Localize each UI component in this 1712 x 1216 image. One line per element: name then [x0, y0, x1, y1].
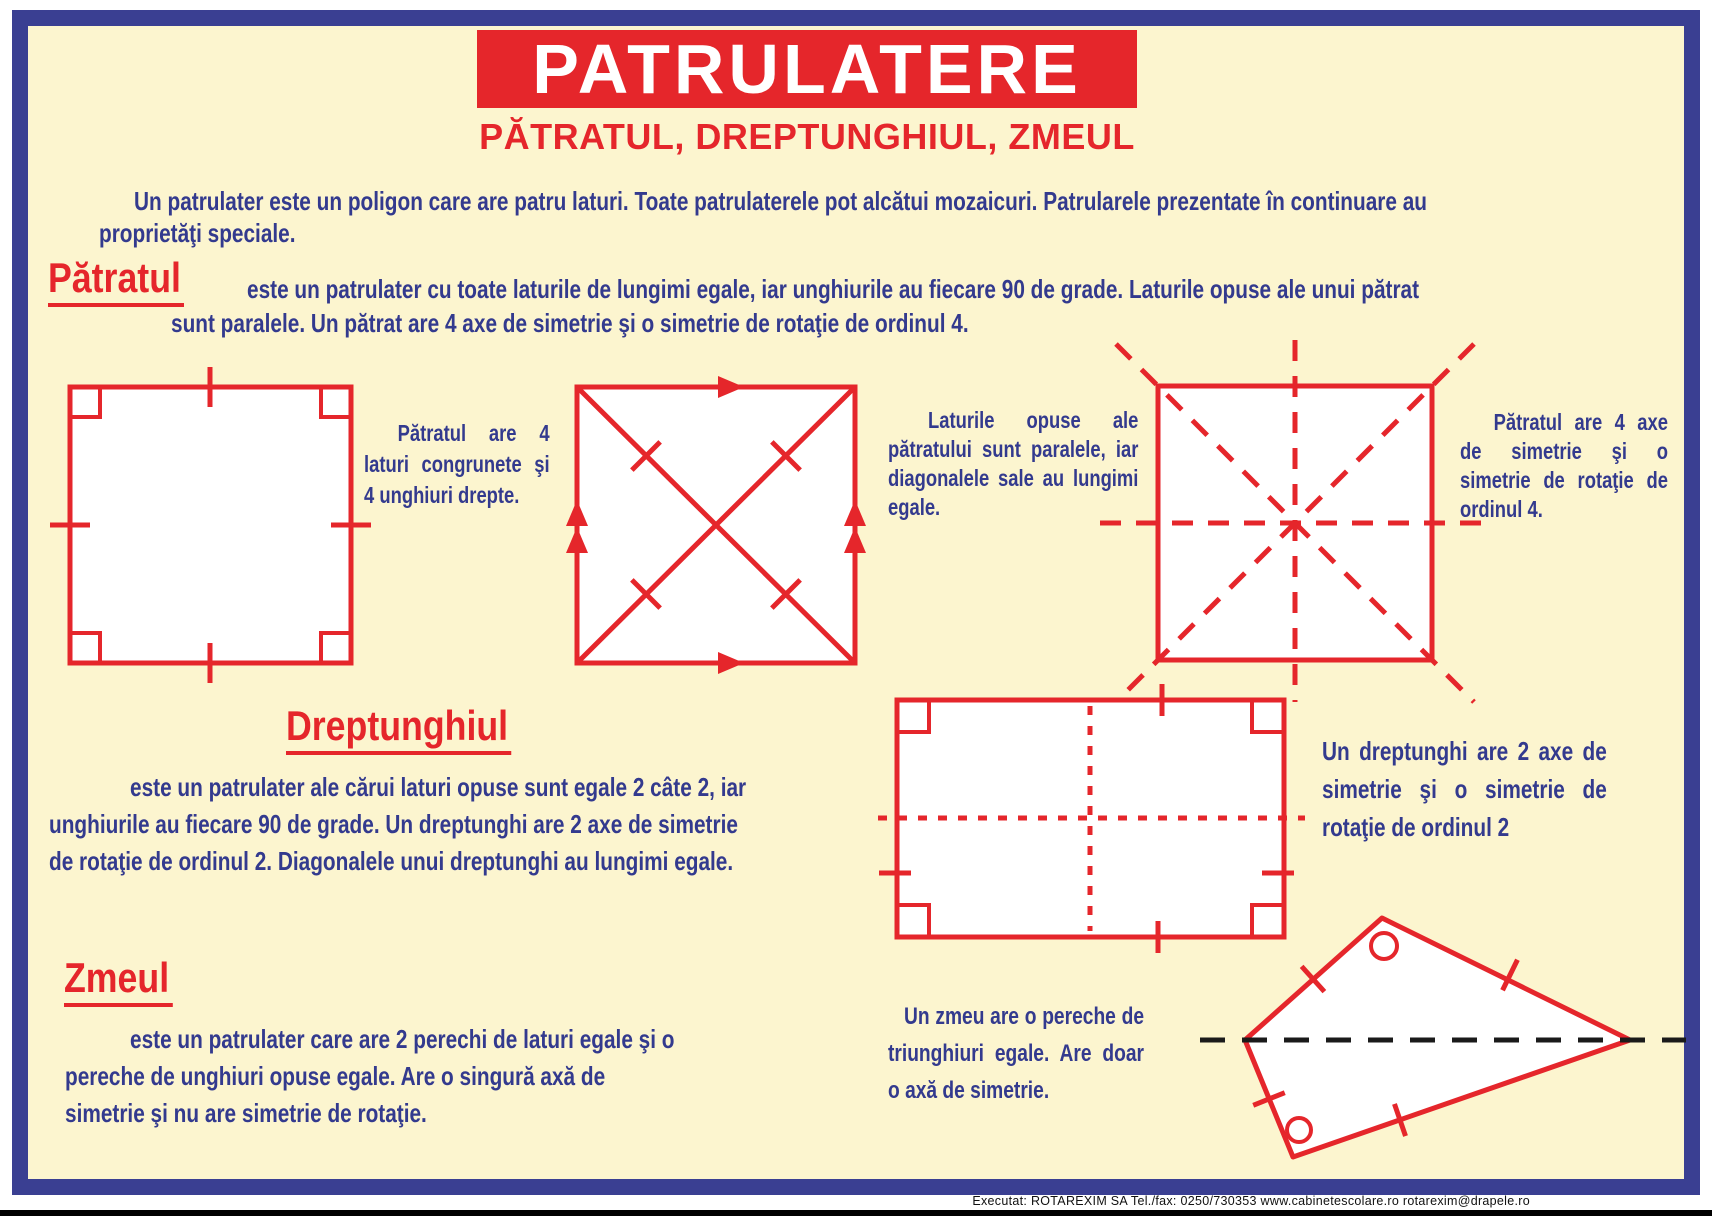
intro-line-2: proprietăţi speciale.: [99, 218, 296, 248]
square-symmetry-caption: Pătratul are 4 axe de simetrie şi o simetrie de rotaţie de ordinul 4.: [1460, 409, 1668, 522]
square-sides-figure: [50, 367, 371, 683]
square-diagonals-figure: [566, 376, 866, 674]
kite-figure: [1200, 918, 1686, 1157]
dreptunghiul-line-1: este un patrulater ale cărui laturi opuse sunt egale 2 câte 2, iar: [130, 772, 747, 802]
square-symmetry-figure: [1100, 340, 1490, 702]
poster-subtitle: PĂTRATUL, DREPTUNGHIUL, ZMEUL: [479, 116, 1135, 157]
dreptunghiul-line-2: unghiurile au fiecare 90 de grade. Un dreptunghi are 2 axe de simetrie: [49, 809, 738, 839]
bottom-edge-strip: [0, 1210, 1712, 1216]
dreptunghiul-line-3: de rotaţie de ordinul 2. Diagonalele unui dreptunghi au lungimi egale.: [49, 846, 734, 876]
zmeul-line-3: simetrie şi nu are simetrie de rotaţie.: [65, 1098, 427, 1128]
intro-line-1: Un patrulater este un poligon care are patru laturi. Toate patrulaterele pot alcătui mozaicuri. Patrularele prezentate în continuare au: [134, 186, 1427, 216]
zmeul-line-2: pereche de unghiuri opuse egale. Are o singură axă de: [65, 1061, 606, 1091]
dreptunghiul-heading: Dreptunghiul: [286, 702, 512, 755]
patratul-line-2: sunt paralele. Un pătrat are 4 axe de simetrie şi o simetrie de rotaţie de ordinul 4.: [171, 308, 969, 338]
square-sides-caption: Pătratul are 4 laturi congrunete şi 4 unghiuri drepte.: [364, 420, 550, 508]
patratul-line-1: este un patrulater cu toate laturile de lungimi egale, iar unghiurile au fiecare 90 de grade. Laturile opuse ale unui pătrat: [247, 274, 1420, 304]
rectangle-figure: [878, 684, 1305, 953]
patratul-heading: Pătratul: [48, 254, 184, 307]
footer-credits: Executat: ROTAREXIM SA Tel./fax: 0250/730353 www.cabinetescolare.ro rotarexim@drapele.ro: [972, 1194, 1530, 1208]
rectangle-caption: Un dreptunghi are 2 axe de simetrie şi o simetrie de rotaţie de ordinul 2: [1322, 736, 1607, 842]
poster-title: PATRULATERE: [532, 30, 1082, 108]
zmeul-line-1: este un patrulater care are 2 perechi de laturi egale şi o: [130, 1024, 675, 1054]
zmeul-heading: Zmeul: [64, 954, 173, 1007]
kite-caption: Un zmeu are o pereche de triunghiuri egale. Are doar o axă de simetrie.: [888, 1003, 1144, 1104]
square-diagonals-caption: Laturile opuse ale pătratului sunt paralele, iar diagonalele sale au lungimi egale.: [888, 407, 1139, 520]
